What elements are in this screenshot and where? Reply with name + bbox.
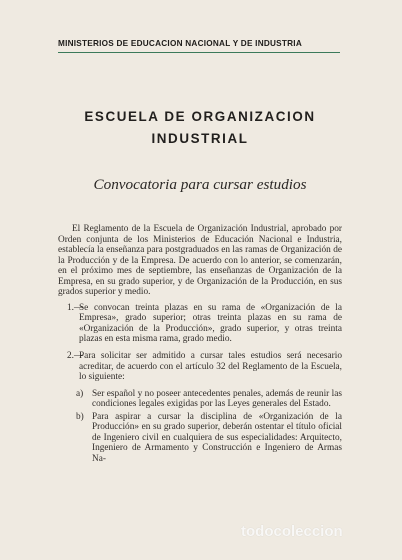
item-number: 1.— <box>67 302 84 313</box>
sub-item-letter: b) <box>76 411 84 422</box>
intro-paragraph: El Reglamento de la Escuela de Organización Industrial, aprobado por Orden conjunta de los Ministerios de Educación Nacional e Industria, establecía la enseñanza para postgraduados en las ramas de Organización de la Producción y de la Empresa. De acuerdo con lo anterior, se comenzarán, en el próximo mes de septiembre, las enseñanzas de Organización de la Empresa, en su grado superior, y de Organización de la Producción, en sus grados superior y medio. <box>58 224 342 298</box>
subtitle: Convocatoria para cursar estudios <box>93 176 307 193</box>
sub-item-b <box>58 412 342 465</box>
numbered-item-2 <box>58 351 342 383</box>
numbered-item-1 <box>58 303 342 345</box>
sub-item-a <box>58 389 342 410</box>
sub-item-letter: a) <box>76 388 84 399</box>
page-title <box>66 106 334 150</box>
item-text: Se convocan treinta plazas en su rama de «Organización de la Empresa», grado superior; otras treinta plazas en su rama de «Organización de la Producción», grado superior, y otras treinta plazas en esta misma rama, grado medio. <box>79 302 342 345</box>
item-text: Para solicitar ser admitido a cursar tales estudios será necesario acreditar, de acuerdo con el artículo 32 del Reglamento de la Escuela, lo siguiente: <box>79 351 342 383</box>
sub-item-text: Ser español y no poseer antecedentes penales, además de reunir las condiciones legales exigidas por las Leyes generales del Estado. <box>92 388 342 410</box>
title-line-2: INDUSTRIAL <box>151 131 249 146</box>
title-line-1: ESCUELA DE ORGANIZACION <box>84 109 316 124</box>
ministry-header: MINISTERIOS DE EDUCACION NACIONAL Y DE INDUSTRIA <box>58 39 302 48</box>
document-body <box>58 224 342 466</box>
sub-item-text: Para aspirar a cursar la disciplina de «Organización de la Producción» en su grado superior, deberán ostentar el título oficial de Ingeniero civil en cualquiera de sus especialidades: Arquitecto, Ingeniero de Armamento y Construcción e Ingeniero de Armas Na- <box>92 411 342 464</box>
watermark-logo: todocoleccion <box>241 523 343 540</box>
header-rule <box>58 52 340 53</box>
item-number: 2.— <box>67 351 84 362</box>
